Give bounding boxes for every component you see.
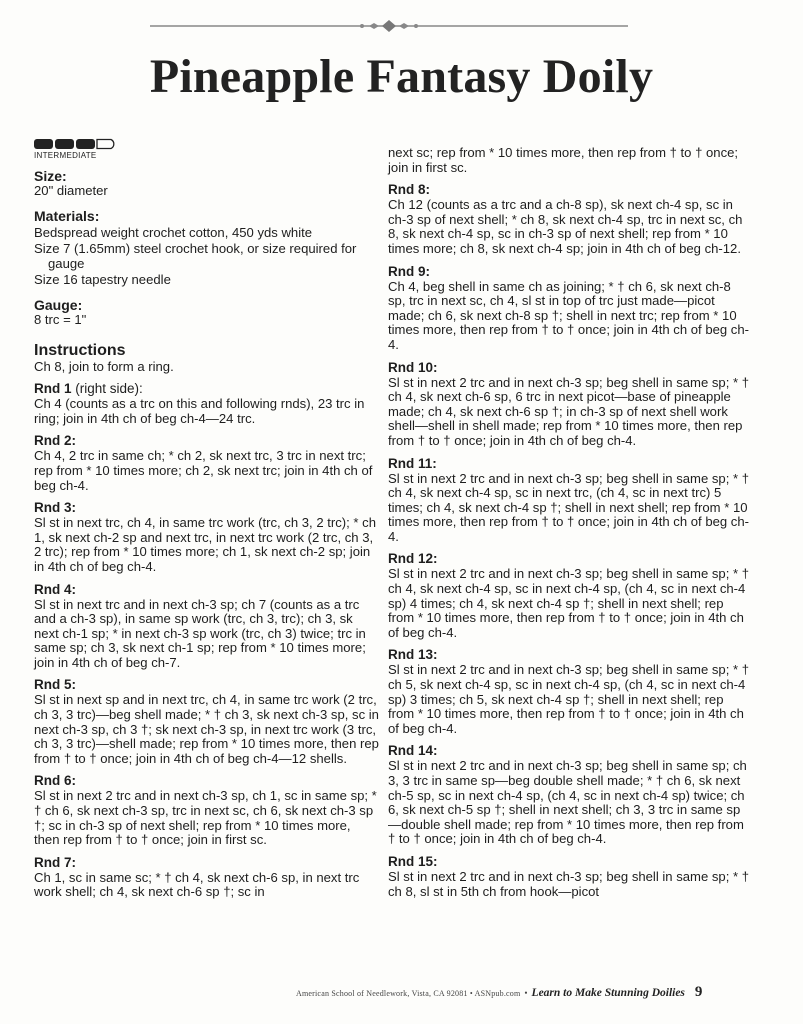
gauge-heading: Gauge: — [34, 296, 83, 313]
round-text: Sl st in next 2 trc and in next ch-3 sp; beg shell in same sp; * † ch 5, sk next ch-4 sp, sc in next ch-4 sp, (ch 4, sc in next ch-4 sp) 3 times; ch 5, sk next ch-4 sp †; shell in next shell; rep from * 10 times more, then rep from † to † once; join in 4th ch of beg ch-4. — [388, 662, 749, 736]
skill-level-icon — [34, 138, 118, 150]
round-heading: Rnd 12: — [388, 551, 438, 567]
round-block — [34, 433, 379, 493]
round-heading: Rnd 4: — [34, 581, 76, 597]
round-text: Ch 4, beg shell in same ch as joining; * † ch 6, sk next ch-8 sp, trc in next sc, ch 4, sl st in top of trc just made—picot made; ch 6, sk next ch-8 sp †; shell in next trc; rep from * 10 times more, then rep from † to † once; join in 4th ch of beg ch-4. — [388, 278, 749, 352]
round-block — [34, 582, 379, 671]
round-block — [388, 360, 750, 449]
materials-heading: Materials: — [34, 207, 100, 224]
round-7-continued: next sc; rep from * 10 times more, then rep from † to † once; join in first sc. — [388, 145, 739, 175]
round-heading: Rnd 15: — [388, 853, 438, 869]
right-column — [388, 146, 750, 899]
round-sublabel: (right side): — [71, 381, 143, 397]
round-heading: Rnd 13: — [388, 647, 438, 663]
round-heading: Rnd 14: — [388, 743, 438, 759]
footer-book-title: Learn to Make Stunning Doilies — [531, 987, 685, 999]
round-block — [388, 854, 750, 899]
round-text: Sl st in next trc and in next ch-3 sp; ch 7 (counts as a trc and a ch-3 sp), in same sp work (trc, ch 3, trc); ch 3, sk next ch-1 sp; * in next ch-3 sp work (trc, ch 3) twice; trc in same sp; ch 3, sk next ch-1 sp; rep from * 10 times more; join in 4th ch of beg ch-7. — [34, 596, 366, 670]
skill-level-label: INTERMEDIATE — [34, 151, 97, 160]
footer-separator: • — [524, 988, 528, 998]
round-heading: Rnd 9: — [388, 263, 430, 279]
round-text: Sl st in next sp and in next trc, ch 4, in same trc work (2 trc, ch 3, 3 trc)—beg shell made; * † ch 3, sk next ch-3 sp, sc in next ch-3 sp, ch 3 †; sk next ch-3 sp, in next trc work (3 trc, ch 3, 3 trc)—shell made; rep from * 10 times more, then rep from † to † once; join in 4th ch of beg ch-4—12 shells. — [34, 692, 379, 766]
round-text: Ch 4, 2 trc in same ch; * ch 2, sk next trc, 3 trc in next trc; rep from * 10 times more; ch 2, sk next trc; join in 4th ch of beg ch-4. — [34, 448, 373, 493]
round-label: Rnd 1 — [34, 381, 72, 397]
round-heading: Rnd 11: — [388, 455, 437, 471]
round-text: Sl st in next 2 trc and in next ch-3 sp; beg shell in same sp; * † ch 8, sl st in 5th ch from hook—picot — [388, 868, 749, 899]
round-heading: Rnd 7: — [34, 854, 76, 870]
round-block — [34, 855, 379, 900]
round-heading: Rnd 2: — [34, 433, 76, 449]
round-block — [388, 264, 750, 353]
round-heading: Rnd 6: — [34, 773, 76, 789]
round-block — [388, 647, 750, 736]
round-block — [388, 182, 750, 256]
round-block — [388, 743, 750, 847]
round-block — [34, 500, 379, 574]
round-block — [34, 677, 379, 766]
pattern-title: Pineapple Fantasy Doily — [149, 50, 654, 103]
material-item: Size 16 tapestry needle — [34, 272, 171, 288]
round-heading: Rnd 3: — [34, 500, 76, 516]
round-text: Ch 1, sc in same sc; * † ch 4, sk next ch-6 sp, in next trc work shell; ch 4, sk next ch-6 sp †; sc in — [34, 869, 360, 900]
round-text: Sl st in next 2 trc and in next ch-3 sp; beg shell in same sp; * † ch 4, sk next ch-4 sp, sc in next ch-4 sp, (ch 4, sc in next ch-4 sp) 4 times; ch 4, sk next ch-4 sp †; shell in next shell; rep from * 10 times more, then rep from † to † once; join in 4th ch of beg ch-4. — [388, 566, 749, 640]
round-text: Ch 12 (counts as a trc and a ch-8 sp), sk next ch-4 sp, sc in ch-3 sp of next shell; * ch 8, sk next ch-4 sp, trc in next sc, ch 8, sk next ch-4 sp, sc in ch-3 sp of next shell; rep from * 10 times more; ch 8, sk next ch-4 sp; join in 4th ch of beg ch-12. — [388, 197, 743, 256]
round-heading — [34, 381, 379, 397]
round-heading: Rnd 5: — [34, 677, 76, 693]
instructions-intro: Ch 8, join to form a ring. — [34, 358, 174, 374]
size-heading: Size: — [34, 168, 67, 184]
instructions-heading: Instructions — [34, 341, 126, 359]
round-text: Sl st in next 2 trc and in next ch-3 sp; beg shell in same sp; ch 3, 3 trc in same sp—beg double shell made; * † ch 6, sk next ch-5 sp, sc in next ch-4 sp, (ch 4, sc in next ch-4 sp) twice; ch 6, sk next ch-5 sp †; shell in next shell; ch 3, 3 trc in same sp—double shell made; rep from * 10 times more, then rep from † to † once; join in 4th ch of beg ch-4. — [388, 758, 747, 847]
round-heading: Rnd 8: — [388, 182, 430, 198]
round-block — [34, 773, 379, 847]
material-item: Bedspread weight crochet cotton, 450 yds white — [34, 224, 313, 240]
round-block — [388, 551, 750, 640]
round-text: Sl st in next trc, ch 4, in same trc work (trc, ch 3, 2 trc); * ch 1, sk next ch-2 sp and next trc, in next trc work (2 trc, ch 3, 2 trc); rep from * 10 times more; ch 1, sk next ch-2 sp; join in 4th ch of beg ch-4. — [34, 515, 376, 574]
round-block — [388, 456, 750, 545]
title-ornament — [150, 19, 628, 33]
round-text: Ch 4 (counts as a trc on this and following rnds), 23 trc in ring; join in 4th ch of beg ch-4—24 trc. — [34, 396, 365, 426]
round-text: Sl st in next 2 trc and in next ch-3 sp; beg shell in same sp; * † ch 4, sk next ch-4 sp, sc in next trc, (ch 4, sc in next trc) 5 times; ch 4, sk next ch-4 sp †; shell in next shell; rep from * 10 times more, then rep from † to † once; join in 4th ch of beg ch-4. — [388, 470, 749, 544]
size-text: 20" diameter — [34, 183, 108, 198]
page-footer — [296, 983, 736, 1001]
round-text: Sl st in next 2 trc and in next ch-3 sp, ch 1, sc in same sp; * † ch 6, sk next ch-3 sp, trc in next sc, ch 6, sk next ch-3 sp †; sc in ch-3 sp of next shell; rep from * 10 times more, then rep from † to † once; join in first sc. — [34, 788, 377, 848]
round-text: Sl st in next 2 trc and in next ch-3 sp; beg shell in same sp; * † ch 4, sk next ch-6 sp, 6 trc in next picot—base of pineapple made; ch 4, sk next ch-6 sp †; in ch-3 sp of next shell work shell—shell in shell made; rep from * 10 times more, then rep from † to † once; join in 4th ch of beg ch-4. — [388, 374, 749, 448]
round-heading: Rnd 10: — [388, 359, 438, 375]
footer-source: American School of Needlework, Vista, CA 92081 • ASNpub.com — [296, 989, 521, 998]
gauge-text: 8 trc = 1" — [34, 311, 87, 327]
skill-level — [34, 138, 379, 166]
round-block — [34, 381, 379, 426]
page-number: 9 — [694, 984, 703, 1000]
left-column — [34, 136, 379, 900]
material-item: Size 7 (1.65mm) steel crochet hook, or size required for gauge — [34, 241, 357, 271]
